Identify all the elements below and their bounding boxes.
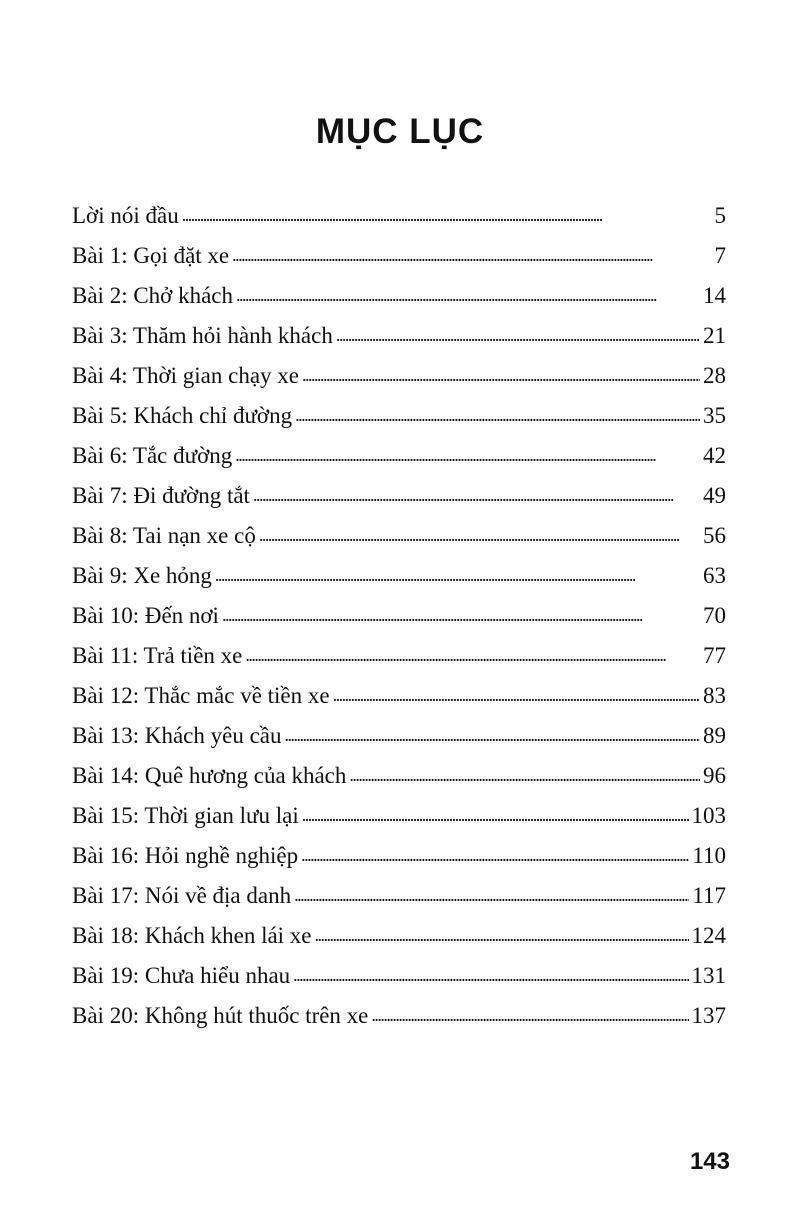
toc-entry	[72, 636, 726, 676]
toc-entry-title: Bài 2: Chở khách	[72, 283, 233, 308]
toc-entry	[72, 516, 726, 556]
toc-entry-title: Bài 6: Tắc đường	[72, 443, 233, 468]
toc-entry	[72, 996, 726, 1036]
toc-entry-title: Bài 20: Không hút thuốc trên xe	[72, 1003, 369, 1028]
toc-entry-page: 21	[703, 323, 726, 348]
dot-leader	[333, 674, 700, 715]
toc-entry-title: Bài 7: Đi đường tắt	[72, 483, 250, 508]
toc-entry	[72, 836, 726, 876]
toc-entry	[72, 676, 726, 716]
toc-entry	[72, 356, 726, 396]
toc-entry-page: 89	[703, 723, 726, 748]
toc-entry-page: 56	[703, 523, 726, 548]
toc-entry	[72, 236, 726, 276]
toc-entry	[72, 956, 726, 996]
toc-entry-page: 14	[703, 283, 726, 308]
toc-entry	[72, 316, 726, 356]
toc-entry-page: 28	[703, 363, 726, 388]
toc-entry-title: Bài 16: Hỏi nghề nghiệp	[72, 843, 299, 868]
dot-leader	[215, 554, 700, 595]
dot-leader	[284, 714, 700, 755]
dot-leader	[182, 194, 712, 235]
dot-leader	[253, 474, 700, 515]
toc-entry-page: 124	[691, 923, 726, 948]
toc-entry-title: Bài 18: Khách khen lái xe	[72, 923, 312, 948]
toc-entry-page: 83	[703, 683, 726, 708]
dot-leader	[222, 594, 700, 635]
toc-entry-page: 131	[691, 963, 726, 988]
toc-entry	[72, 916, 726, 956]
dot-leader	[245, 634, 700, 675]
toc-entry	[72, 196, 726, 236]
dot-leader	[302, 794, 689, 835]
toc-entry-page: 110	[692, 843, 726, 868]
dot-leader	[302, 354, 700, 395]
toc-entry-page: 70	[703, 603, 726, 628]
dot-leader	[301, 834, 689, 875]
toc-entry-page: 42	[703, 443, 726, 468]
toc-entry-page: 117	[692, 883, 726, 908]
toc-entry-title: Bài 13: Khách yêu cầu	[72, 723, 282, 748]
toc-entry-title: Bài 10: Đến nơi	[72, 603, 219, 628]
toc-entry-title: Bài 12: Thắc mắc về tiền xe	[72, 683, 330, 708]
toc-entry-title: Bài 15: Thời gian lưu lại	[72, 803, 299, 828]
toc-entry-page: 5	[714, 203, 726, 228]
toc-entry-title: Bài 1: Gọi đặt xe	[72, 243, 230, 268]
toc-entry	[72, 476, 726, 516]
toc-entry-title: Bài 11: Trả tiền xe	[72, 643, 243, 668]
dot-leader	[259, 514, 700, 555]
page-title: MỤC LỤC	[315, 112, 485, 151]
toc-entry	[72, 596, 726, 636]
toc-entry-title: Bài 3: Thăm hỏi hành khách	[72, 323, 333, 348]
toc-entry-title: Bài 8: Tai nạn xe cộ	[72, 523, 256, 548]
toc-entry-title: Bài 14: Quê hương của khách	[72, 763, 347, 788]
dot-leader	[295, 394, 700, 435]
toc-entry-title: Bài 9: Xe hỏng	[72, 563, 212, 588]
dot-leader	[336, 314, 700, 355]
dot-leader	[349, 754, 700, 795]
toc-entry-page: 137	[691, 1003, 726, 1028]
toc-entry	[72, 556, 726, 596]
toc-entry-page: 49	[703, 483, 726, 508]
toc-entry	[72, 396, 726, 436]
toc-entry	[72, 716, 726, 756]
dot-leader	[371, 994, 688, 1035]
dot-leader	[232, 234, 711, 275]
toc-entry-title: Bài 5: Khách chỉ đường	[72, 403, 293, 428]
toc-entry	[72, 796, 726, 836]
toc-entry-page: 77	[703, 643, 726, 668]
toc-entry	[72, 276, 726, 316]
table-of-contents	[72, 196, 726, 1036]
toc-entry-page: 35	[703, 403, 726, 428]
dot-leader	[235, 434, 700, 475]
toc-entry	[72, 436, 726, 476]
toc-entry	[72, 756, 726, 796]
toc-entry-title: Bài 17: Nói về địa danh	[72, 883, 292, 908]
toc-entry-title: Lời nói đầu	[72, 203, 179, 228]
toc-entry-title: Bài 19: Chưa hiểu nhau	[72, 963, 291, 988]
page-number: 143	[689, 1148, 730, 1175]
dot-leader	[294, 874, 689, 915]
toc-entry-title: Bài 4: Thời gian chạy xe	[72, 363, 299, 388]
toc-entry-page: 96	[703, 763, 726, 788]
toc-entry-page: 63	[703, 563, 726, 588]
dot-leader	[293, 954, 688, 995]
toc-entry-page: 7	[714, 243, 726, 268]
dot-leader	[315, 914, 689, 955]
toc-entry-page: 103	[691, 803, 726, 828]
toc-entry	[72, 876, 726, 916]
dot-leader	[236, 274, 700, 315]
